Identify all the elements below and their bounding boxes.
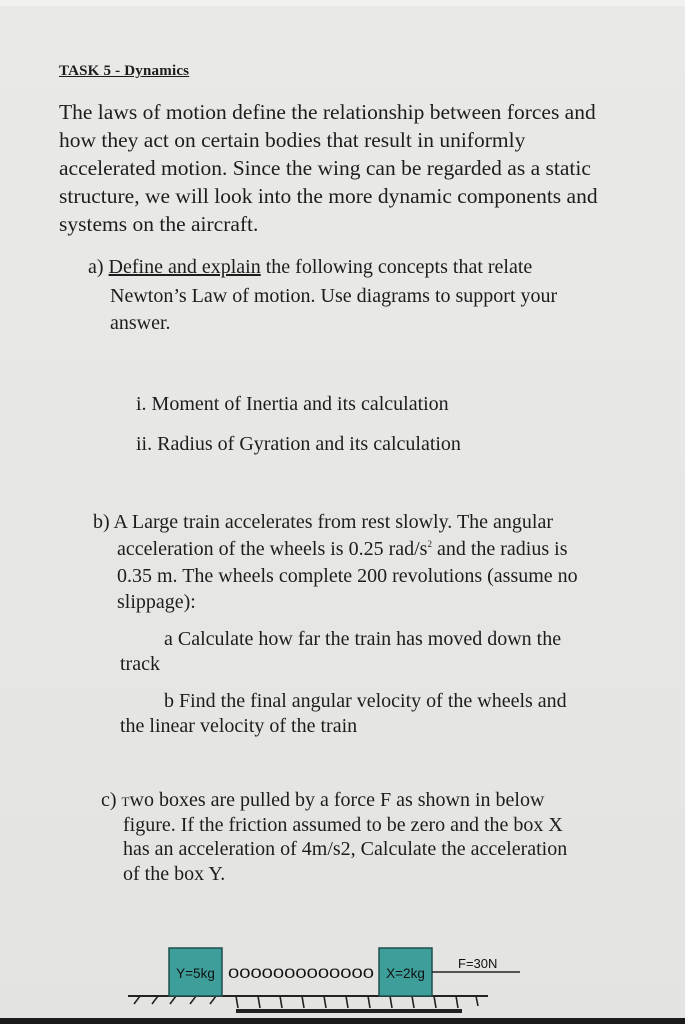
part-c-line-3: has an acceleration of 4m/s2, Calculate the acceleration — [123, 838, 568, 860]
part-c-first-letter: T — [121, 794, 130, 809]
part-b-line-1: b) A Large train accelerates from rest slowly. The angular — [93, 511, 554, 533]
part-b-sub-a-line-1: a Calculate how far the train has moved down the — [164, 628, 562, 650]
spring: 0000000000000 — [228, 965, 375, 981]
task-heading: TASK 5 - Dynamics — [59, 63, 190, 79]
part-b-superscript: 2 — [427, 539, 432, 549]
box-y-label: Y=5kg — [176, 966, 215, 981]
part-c-label: c) — [101, 789, 122, 811]
part-c-line-4: of the box Y. — [123, 863, 226, 885]
part-b-sub-b-line-1: b Find the final angular velocity of the wheels and — [164, 690, 567, 712]
part-a-underlined: Define and explain — [108, 256, 261, 278]
part-a-item-ii: ii. Radius of Gyration and its calculation — [136, 433, 461, 455]
box-x-label: X=2kg — [386, 966, 425, 981]
part-b-line2-pre: acceleration of the wheels is 0.25 rad/s — [117, 538, 428, 560]
bottom-edge-bar — [0, 1018, 685, 1024]
part-a-label: a) — [88, 256, 104, 278]
part-b-sub-b-line-2: the linear velocity of the train — [120, 715, 358, 737]
intro-line-5: systems on the aircraft. — [59, 212, 259, 236]
part-c-line-2: figure. If the friction assumed to be zero and the box X — [123, 814, 563, 836]
part-a-line-3: answer. — [110, 312, 171, 334]
intro-line-3: accelerated motion. Since the wing can be regarded as a static — [59, 156, 591, 180]
part-a-line-2: Newton’s Law of motion. Use diagrams to support your — [110, 285, 558, 307]
part-b-line-3: 0.35 m. The wheels complete 200 revolutions (assume no — [117, 565, 578, 587]
part-b-line2-post: and the radius is — [431, 538, 568, 560]
part-c-line1-rest: wo boxes are pulled by a force F as shown in below — [129, 789, 545, 811]
force-label: F=30N — [458, 956, 498, 971]
intro-line-1: The laws of motion define the relationship between forces and — [59, 100, 596, 124]
part-b-sub-a-line-2: track — [120, 653, 160, 675]
part-a-item-i: i. Moment of Inertia and its calculation — [136, 393, 449, 415]
intro-line-4: structure, we will look into the more dynamic components and — [59, 184, 598, 208]
ground-hatching — [134, 996, 478, 1008]
intro-line-2: how they act on certain bodies that result in uniformly — [59, 128, 526, 152]
part-b-line-4: slippage): — [117, 591, 196, 613]
part-a-line1-rest: the following concepts that relate — [260, 256, 533, 278]
